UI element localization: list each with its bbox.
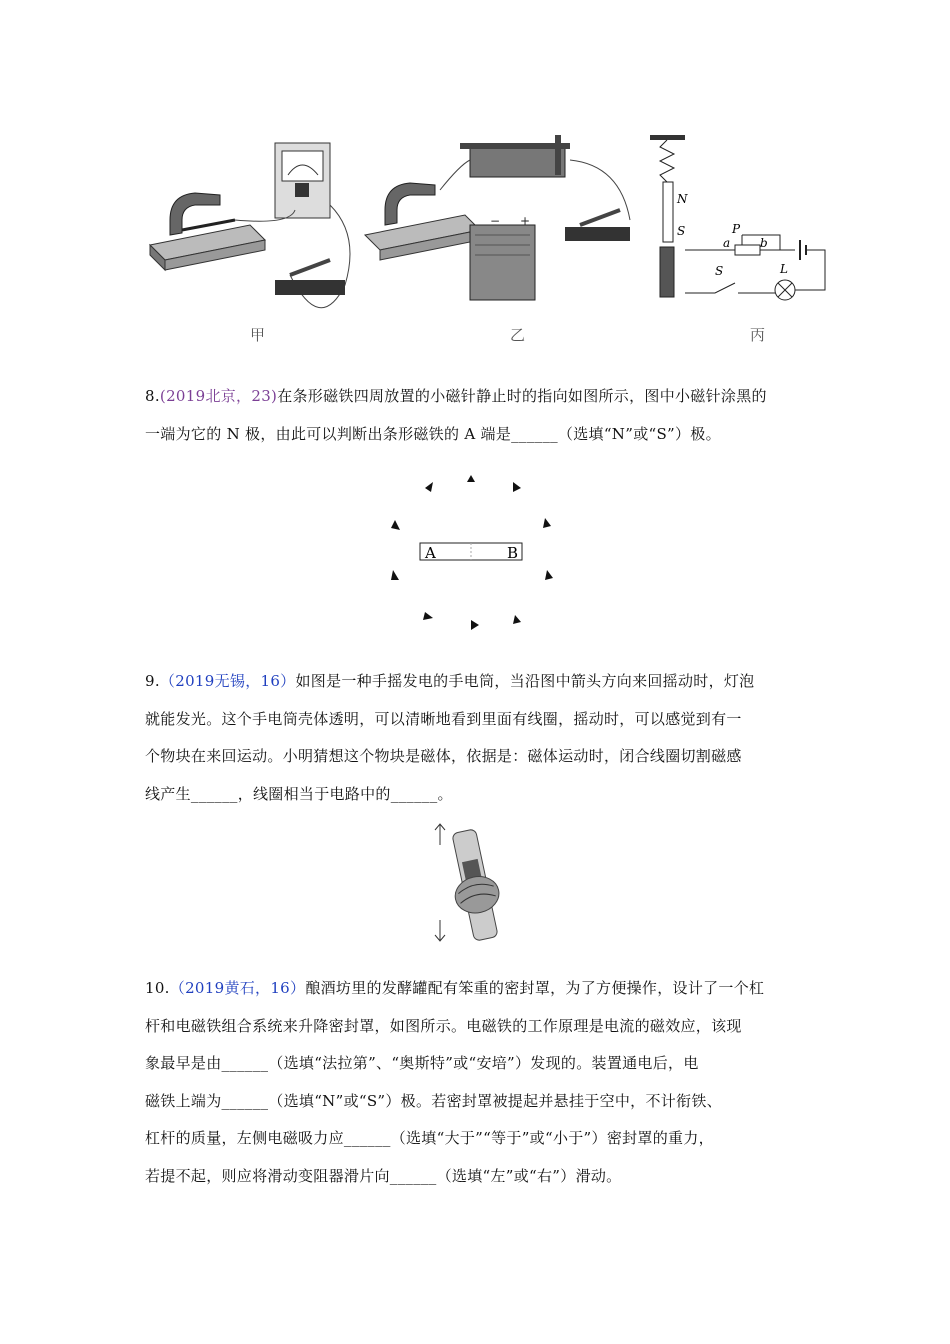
figure-jia [150, 143, 350, 344]
question-10 [145, 970, 825, 1195]
figure-yi [365, 135, 630, 344]
figure-bing [650, 135, 825, 344]
q10-line4: 磁铁上端为______（选填“N”或“S”）极。若密封罩被提起并悬挂于空中，不计衔铁、 [145, 1091, 722, 1110]
q10-line3: 象最早是由______（选填“法拉第”、“奥斯特”或“安培”）发现的。装置通电后，电 [145, 1054, 699, 1072]
svg-text:b: b [760, 236, 768, 250]
caption-bing: 丙 [750, 326, 766, 344]
svg-text:a: a [723, 236, 731, 250]
q8-line1: 8.(2019北京，23)在条形磁铁四周放置的小磁针静止时的指向如图所示，图中小磁针涂黑的 [145, 387, 767, 405]
q9-line3: 个物块在来回运动。小明猜想这个物块是磁体，依据是：磁体运动时，闭合线圈切割磁感 [145, 747, 742, 765]
q9-line4: 线产生______，线圈相当于电路中的______。 [145, 784, 453, 803]
question-9 [145, 663, 825, 813]
arrow-up-icon [435, 824, 445, 845]
flashlight-figure [425, 820, 525, 950]
question-8 [145, 378, 825, 453]
q10-source: （2019黄石，16） [169, 979, 306, 997]
arrow-down-icon [435, 920, 445, 941]
q10-line5: 杠杆的质量，左侧电磁吸力应______（选填“大于”“等于”或“小于”）密封罩的重力， [145, 1129, 714, 1147]
q8-source: (2019北京，23) [159, 387, 278, 405]
svg-text:S: S [677, 224, 686, 238]
svg-text:+: + [520, 214, 531, 228]
svg-text:L: L [780, 262, 788, 276]
caption-yi: 乙 [510, 326, 526, 344]
q10-line6: 若提不起，则应将滑动变阻器滑片向______（选填“左”或“右”）滑动。 [145, 1166, 622, 1185]
q9-line1: 9.（2019无锡，16）如图是一种手摇发电的手电筒，当沿图中箭头方向来回摇动时，灯泡 [145, 672, 755, 690]
magnet-end-b: B [507, 544, 519, 562]
q9-source: （2019无锡，16） [159, 672, 296, 690]
svg-text:−: − [490, 214, 501, 228]
experiment-figure [140, 125, 840, 355]
svg-text:P: P [732, 222, 741, 236]
q9-line2: 就能发光。这个手电筒壳体透明，可以清晰地看到里面有线圈，摇动时，可以感觉到有一 [145, 709, 742, 728]
q10-line2: 杆和电磁铁组合系统来升降密封罩，如图所示。电磁铁的工作原理是电流的磁效应，该现 [145, 1016, 742, 1035]
compass-figure [375, 470, 575, 640]
q10-line1: 10.（2019黄石，16）酿酒坊里的发酵罐配有笨重的密封罩，为了方便操作，设计了一个杠 [145, 979, 765, 997]
svg-text:S: S [715, 264, 724, 278]
q8-line2: 一端为它的 N 极，由此可以判断出条形磁铁的 A 端是______（选填“N”或“S”）极。 [145, 424, 721, 443]
svg-text:N: N [677, 192, 688, 206]
caption-jia: 甲 [250, 326, 266, 344]
magnet-end-a: A [425, 544, 436, 562]
